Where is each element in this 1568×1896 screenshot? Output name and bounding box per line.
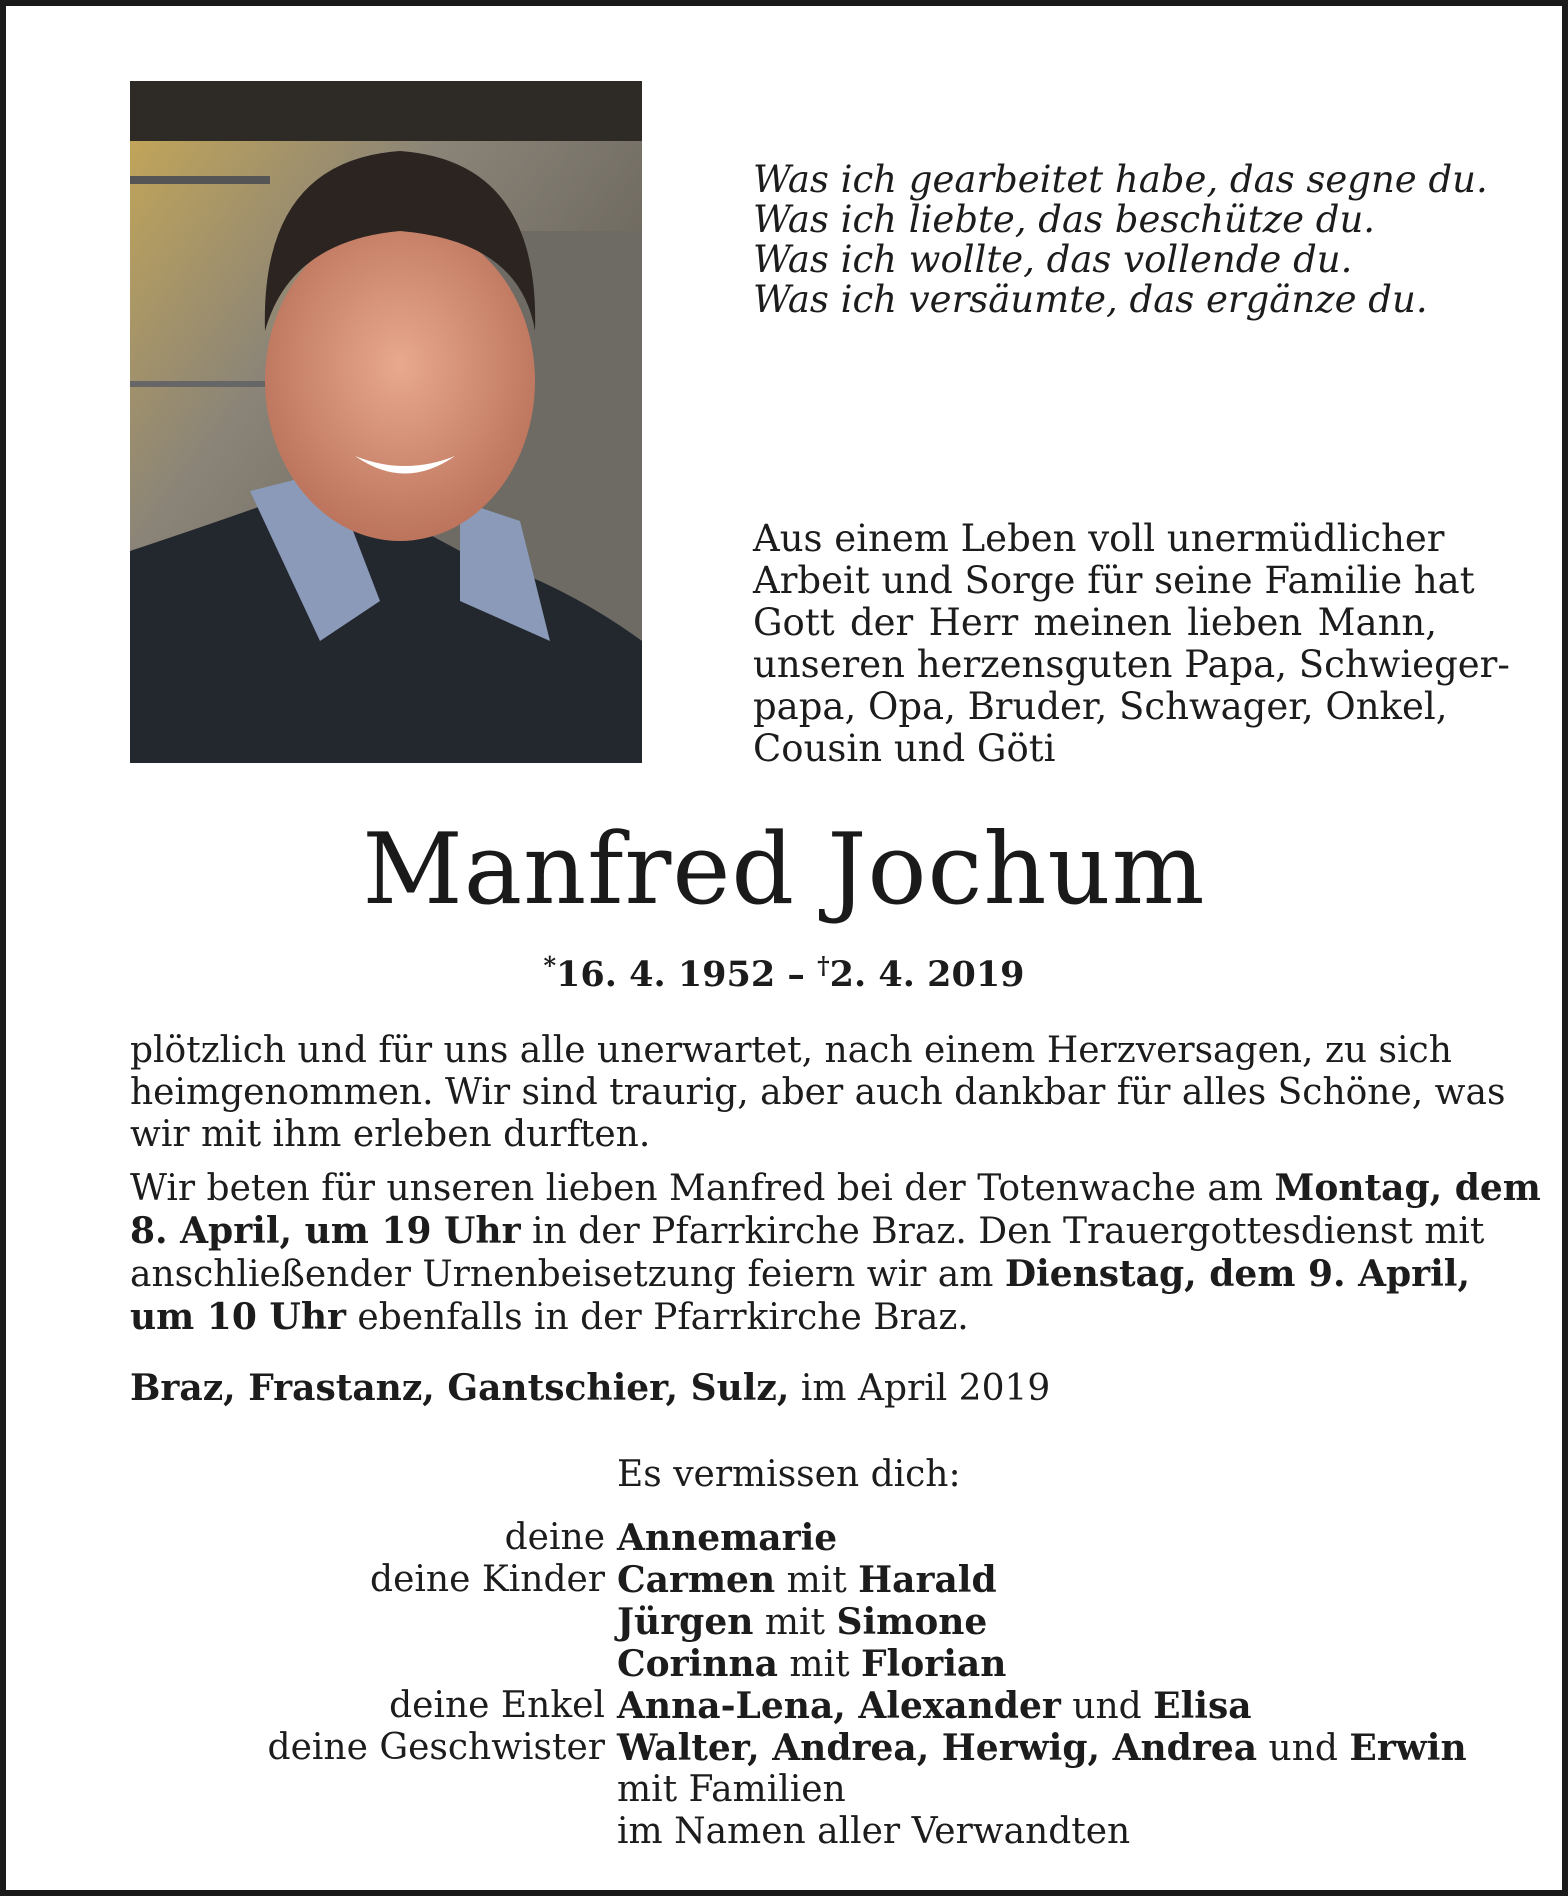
place-date-line (130, 1367, 1437, 1410)
mourner-row (0, 1517, 1568, 1559)
mourner-name: Anna-Lena, Alexander (617, 1685, 1061, 1727)
mourner-name: Simone (836, 1601, 988, 1643)
portrait-image (130, 81, 642, 763)
poem-verse (753, 160, 1488, 320)
mourners-list (0, 1517, 1568, 1853)
body-text: anschließender Urnenbeisetzung feiern wir am (130, 1254, 1005, 1295)
mourner-names (617, 1517, 837, 1560)
body-line (130, 1296, 1437, 1339)
mourner-row (0, 1559, 1568, 1601)
places: Braz, Frastanz, Gantschier, Sulz, (130, 1367, 790, 1409)
mourner-note: im Namen aller Verwandten (617, 1811, 1131, 1852)
mourner-name: Jürgen (617, 1601, 754, 1643)
intro-line: unseren herzensguten Papa, Schwieger- (753, 643, 1510, 686)
poem-line: Was ich liebte, das beschütze du. (753, 198, 1376, 241)
life-dates (0, 945, 1568, 996)
mourners-heading: Es vermissen dich: (617, 1454, 961, 1495)
deceased-name: Manfred Jochum (362, 813, 1206, 927)
place-date: im April 2019 (789, 1368, 1051, 1409)
mourner-name: Carmen (617, 1559, 776, 1601)
mourner-names (617, 1685, 1252, 1728)
body-line (130, 1210, 1485, 1253)
body-text: Wir beten für unseren lieben Manfred bei der Totenwache am (130, 1168, 1275, 1209)
death-date: 2. 4. 2019 (829, 954, 1025, 995)
relation-label: deine Geschwister (267, 1727, 605, 1768)
mourner-name: Corinna (617, 1643, 778, 1685)
mourner-names (617, 1643, 1006, 1686)
intro-line: Gott der Herr meinen lieben Mann, (753, 601, 1437, 644)
service-paragraph (130, 1167, 1541, 1339)
relation-label: deine Enkel (389, 1685, 605, 1726)
mourner-names (617, 1727, 1467, 1770)
connector: und (1257, 1728, 1350, 1769)
mourner-name: Erwin (1349, 1727, 1467, 1769)
intro-line: papa, Opa, Bruder, Schwager, Onkel, (753, 685, 1448, 728)
mourner-row (0, 1811, 1568, 1853)
service-day: Dienstag, dem 9. April, (1004, 1253, 1471, 1295)
body-line (130, 1167, 1541, 1210)
body-text: in der Pfarrkirche Braz. Den Trauergottesdienst mit (520, 1211, 1485, 1252)
intro-line: Cousin und Göti (753, 727, 1056, 770)
connector: mit (777, 1644, 861, 1685)
body-line (130, 1367, 1437, 1410)
connector: mit (753, 1602, 837, 1643)
announcement-paragraph (130, 1030, 1506, 1156)
mourner-row (0, 1685, 1568, 1727)
poem-line: Was ich gearbeitet habe, das segne du. (753, 158, 1488, 201)
body-line: heimgenommen. Wir sind traurig, aber auch dankbar für alles Schöne, was (130, 1072, 1506, 1113)
mourner-row (0, 1601, 1568, 1643)
body-text: ebenfalls in der Pfarrkirche Braz. (345, 1297, 969, 1338)
body-line (130, 1253, 1471, 1296)
intro-line: Arbeit und Sorge für seine Familie hat (753, 559, 1475, 602)
mourner-names (617, 1559, 997, 1602)
mourner-name: Florian (861, 1643, 1007, 1685)
mourner-name: Elisa (1153, 1685, 1252, 1727)
poem-line: Was ich versäumte, das ergänze du. (753, 278, 1428, 321)
mourner-row (0, 1769, 1568, 1811)
intro-line: Aus einem Leben voll unermüdlicher (753, 517, 1445, 560)
intro-paragraph (753, 517, 1510, 770)
poem-line: Was ich wollte, das vollende du. (753, 238, 1353, 281)
death-mark: † (817, 951, 830, 980)
relation-label: deine (504, 1517, 605, 1558)
connector: mit (775, 1560, 859, 1601)
connector: und (1060, 1686, 1154, 1727)
birth-mark: * (543, 951, 557, 980)
birth-date: 16. 4. 1952 (556, 954, 776, 995)
vigil-day: Montag, dem (1274, 1167, 1541, 1209)
relation-label: deine Kinder (370, 1559, 605, 1600)
date-dash: – (775, 954, 818, 995)
vigil-date: 8. April, um 19 Uhr (130, 1210, 521, 1252)
service-time: um 10 Uhr (130, 1296, 346, 1338)
body-line: plötzlich und für uns alle unerwartet, nach einem Herzversagen, zu sich (130, 1030, 1452, 1071)
portrait-photo (130, 81, 642, 763)
mourner-name: Annemarie (617, 1517, 838, 1559)
body-line: wir mit ihm erleben durften. (130, 1114, 651, 1155)
mourner-name: Walter, Andrea, Herwig, Andrea (617, 1727, 1258, 1769)
mourner-row (0, 1643, 1568, 1685)
mourner-name: Harald (858, 1559, 997, 1601)
mourner-names (617, 1601, 987, 1644)
mourner-row (0, 1727, 1568, 1769)
mourner-note: mit Familien (617, 1769, 846, 1810)
